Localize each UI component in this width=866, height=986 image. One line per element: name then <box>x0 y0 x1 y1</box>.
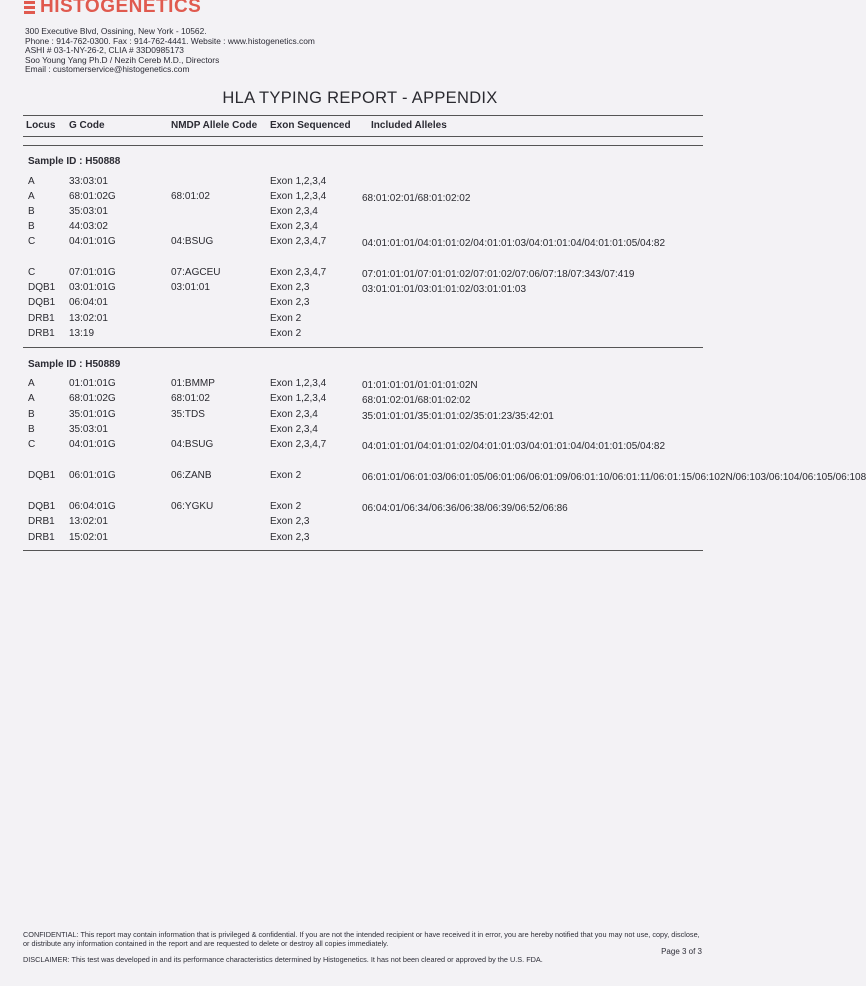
cell-alleles: 06:04:01/06:34/06:36/06:38/06:39/06:52/06:86 <box>362 503 568 514</box>
cell-gcode: 33:03:01 <box>69 176 108 187</box>
table-row <box>0 206 720 221</box>
page-number: Page 3 of 3 <box>661 947 702 956</box>
column-header-locus: Locus <box>26 120 56 131</box>
cell-locus: C <box>28 439 36 450</box>
cell-locus: DQB1 <box>28 297 56 308</box>
cell-locus: DRB1 <box>28 532 55 543</box>
cell-exon: Exon 1,2,3,4 <box>270 393 327 404</box>
cell-gcode: 04:01:01G <box>69 439 116 450</box>
table-row <box>0 191 720 206</box>
address-line: Phone : 914-762-0300. Fax : 914-762-4441. Website : www.histogenetics.com <box>25 35 315 46</box>
cell-alleles: 04:01:01:01/04:01:01:02/04:01:01:03/04:01:01:04/04:01:01:05/04:82 <box>362 238 666 249</box>
cell-locus: DRB1 <box>28 328 55 339</box>
cell-alleles: 35:01:01:01/35:01:01:02/35:01:23/35:42:01 <box>362 411 554 422</box>
cell-locus: DRB1 <box>28 516 55 527</box>
table-row <box>0 424 720 439</box>
cell-locus: C <box>28 267 36 278</box>
cell-alleles: 01:01:01:01/01:01:01:02N <box>362 380 478 391</box>
cell-gcode: 01:01:01G <box>69 378 116 389</box>
cell-exon: Exon 2,3,4 <box>270 221 318 232</box>
table-row <box>0 267 720 282</box>
column-header-nmdp: NMDP Allele Code <box>171 120 258 131</box>
cell-locus: DQB1 <box>28 470 56 481</box>
cell-exon: Exon 2,3 <box>270 516 310 527</box>
sample-divider <box>23 347 703 348</box>
table-row <box>0 236 720 251</box>
cell-exon: Exon 2,3,4,7 <box>270 439 327 450</box>
cell-locus: DQB1 <box>28 282 56 293</box>
cell-gcode: 35:01:01G <box>69 409 116 420</box>
address-block <box>25 27 315 75</box>
logo-mark-icon <box>24 0 35 15</box>
cell-nmdp: 06:YGKU <box>171 501 214 512</box>
column-header-exon: Exon Sequenced <box>270 120 351 131</box>
table-row <box>0 176 720 191</box>
table-row <box>0 532 720 547</box>
cell-gcode: 13:02:01 <box>69 313 108 324</box>
address-line: 300 Executive Blvd, Ossining, New York - 10562. <box>25 26 207 36</box>
cell-exon: Exon 1,2,3,4 <box>270 176 327 187</box>
cell-nmdp: 04:BSUG <box>171 236 214 247</box>
cell-nmdp: 01:BMMP <box>171 378 215 389</box>
cell-locus: A <box>28 191 35 202</box>
cell-exon: Exon 2,3 <box>270 532 310 543</box>
cell-alleles: 06:01:01/06:01:03/06:01:05/06:01:06/06:01:09/06:01:10/06:01:11/06:01:15/06:102N/06:103/06:104/06:105/06:108 <box>362 472 866 483</box>
cell-nmdp: 03:01:01 <box>171 282 210 293</box>
cell-exon: Exon 1,2,3,4 <box>270 378 327 389</box>
cell-alleles: 07:01:01:01/07:01:01:02/07:01:02/07:06/07:18/07:343/07:419 <box>362 269 635 280</box>
table-row <box>0 516 720 531</box>
histogenetics-logo <box>24 0 201 18</box>
column-header-gcode: G Code <box>69 120 105 131</box>
cell-gcode: 04:01:01G <box>69 236 116 247</box>
confidential-notice: CONFIDENTIAL: This report may contain information that is privileged & confidential. If you are not the intended recipient or have received it in error, you are hereby notified that you may not use, copy, disclose, or distribute any information contained in the report and are requested to delete or destroy all copies immediately. <box>23 930 700 949</box>
cell-gcode: 35:03:01 <box>69 206 108 217</box>
cell-locus: DRB1 <box>28 313 55 324</box>
cell-gcode: 35:03:01 <box>69 424 108 435</box>
cell-exon: Exon 2,3 <box>270 282 310 293</box>
table-row <box>0 297 720 312</box>
cell-locus: B <box>28 409 35 420</box>
table-row <box>0 409 720 424</box>
table-row <box>0 313 720 328</box>
cell-exon: Exon 2 <box>270 328 302 339</box>
cell-exon: Exon 2 <box>270 313 302 324</box>
sample-id: Sample ID : H50889 <box>28 359 121 370</box>
cell-exon: Exon 1,2,3,4 <box>270 191 327 202</box>
cell-locus: DQB1 <box>28 501 56 512</box>
cell-locus: B <box>28 221 35 232</box>
cell-exon: Exon 2,3 <box>270 297 310 308</box>
report-title: HLA TYPING REPORT - APPENDIX <box>222 89 498 107</box>
cell-nmdp: 68:01:02 <box>171 393 210 404</box>
cell-gcode: 03:01:01G <box>69 282 116 293</box>
address-line: Email : customerservice@histogenetics.com <box>25 64 190 75</box>
header-double-rule <box>23 145 703 146</box>
disclaimer: DISCLAIMER: This test was developed in and its performance characteristics determined by Histogenetics. It has not been cleared or approved by the U.S. FDA. <box>23 955 543 964</box>
cell-gcode: 07:01:01G <box>69 267 116 278</box>
table-row <box>0 470 866 485</box>
cell-alleles: 68:01:02:01/68:01:02:02 <box>362 193 471 204</box>
table-row <box>0 501 720 516</box>
cell-gcode: 68:01:02G <box>69 393 116 404</box>
cell-alleles: 68:01:02:01/68:01:02:02 <box>362 395 471 406</box>
cell-gcode: 68:01:02G <box>69 191 116 202</box>
table-row <box>0 378 720 393</box>
table-row <box>0 328 720 343</box>
cell-exon: Exon 2,3,4,7 <box>270 267 327 278</box>
cell-exon: Exon 2,3,4 <box>270 424 318 435</box>
address-line: Soo Young Yang Ph.D / Nezih Cereb M.D., Directors <box>25 54 220 65</box>
cell-locus: B <box>28 424 35 435</box>
logo-text: HISTOGENETICS <box>40 0 202 17</box>
cell-nmdp: 07:AGCEU <box>171 267 221 278</box>
cell-locus: A <box>28 393 35 404</box>
cell-exon: Exon 2,3,4 <box>270 206 318 217</box>
cell-gcode: 06:04:01 <box>69 297 108 308</box>
cell-exon: Exon 2 <box>270 470 302 481</box>
cell-nmdp: 06:ZANB <box>171 470 212 481</box>
cell-locus: C <box>28 236 36 247</box>
cell-exon: Exon 2 <box>270 501 302 512</box>
table-row <box>0 439 720 454</box>
cell-gcode: 13:19 <box>69 328 95 339</box>
cell-alleles: 03:01:01:01/03:01:01:02/03:01:01:03 <box>362 284 527 295</box>
cell-gcode: 15:02:01 <box>69 532 108 543</box>
cell-gcode: 06:04:01G <box>69 501 116 512</box>
cell-locus: B <box>28 206 35 217</box>
cell-gcode: 06:01:01G <box>69 470 116 481</box>
table-top-rule <box>23 115 703 116</box>
cell-exon: Exon 2,3,4,7 <box>270 236 327 247</box>
column-header-alleles: Included Alleles <box>371 120 447 131</box>
table-row <box>0 221 720 236</box>
cell-nmdp: 04:BSUG <box>171 439 214 450</box>
sample-id: Sample ID : H50888 <box>28 156 121 167</box>
address-line: ASHI # 03-1-NY-26-2, CLIA # 33D0985173 <box>25 45 184 56</box>
cell-gcode: 44:03:02 <box>69 221 108 232</box>
header-bottom-rule <box>23 136 703 137</box>
table-row <box>0 393 720 408</box>
cell-locus: A <box>28 176 35 187</box>
cell-locus: A <box>28 378 35 389</box>
table-bottom-rule <box>23 550 703 551</box>
cell-nmdp: 68:01:02 <box>171 191 210 202</box>
cell-gcode: 13:02:01 <box>69 516 108 527</box>
cell-nmdp: 35:TDS <box>171 409 205 420</box>
cell-exon: Exon 2,3,4 <box>270 409 318 420</box>
cell-alleles: 04:01:01:01/04:01:01:02/04:01:01:03/04:01:01:04/04:01:01:05/04:82 <box>362 441 666 452</box>
table-row <box>0 282 720 297</box>
